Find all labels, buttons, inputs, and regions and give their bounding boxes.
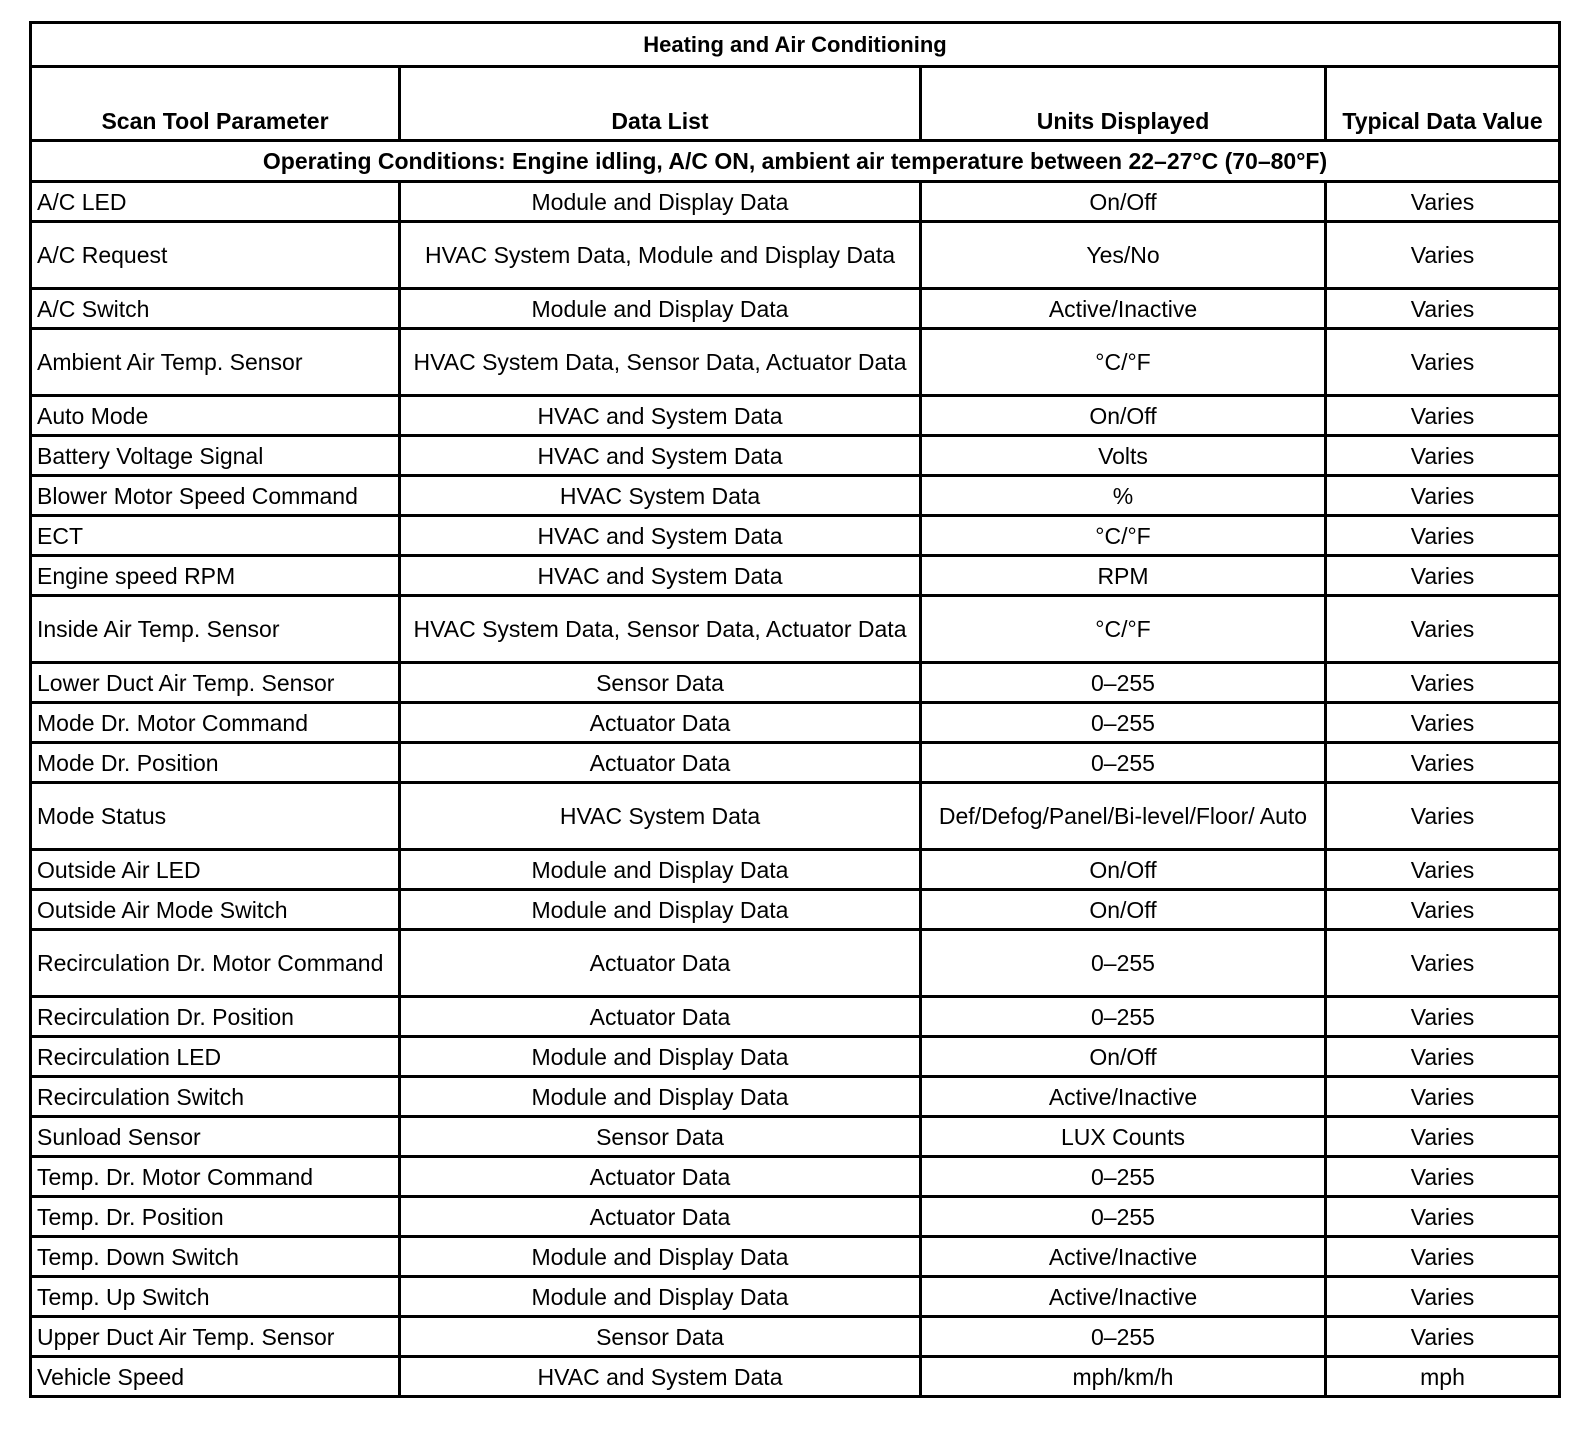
cell-typical-value: Varies bbox=[1326, 516, 1560, 556]
table-title-row bbox=[31, 23, 1560, 67]
cell-units: On/Off bbox=[921, 396, 1326, 436]
table-row bbox=[31, 930, 1560, 997]
table-row bbox=[31, 396, 1560, 436]
cell-typical-value: Varies bbox=[1326, 743, 1560, 783]
cell-typical-value: Varies bbox=[1326, 890, 1560, 930]
cell-parameter: Sunload Sensor bbox=[31, 1117, 400, 1157]
cell-parameter: Temp. Dr. Motor Command bbox=[31, 1157, 400, 1197]
table-row bbox=[31, 1277, 1560, 1317]
cell-parameter: Lower Duct Air Temp. Sensor bbox=[31, 663, 400, 703]
cell-parameter: A/C Request bbox=[31, 222, 400, 289]
cell-typical-value: Varies bbox=[1326, 850, 1560, 890]
cell-parameter: Mode Status bbox=[31, 783, 400, 850]
cell-units: % bbox=[921, 476, 1326, 516]
cell-units: LUX Counts bbox=[921, 1117, 1326, 1157]
table-row bbox=[31, 850, 1560, 890]
cell-parameter: Recirculation Switch bbox=[31, 1077, 400, 1117]
cell-typical-value: Varies bbox=[1326, 1197, 1560, 1237]
cell-data-list: Module and Display Data bbox=[400, 890, 921, 930]
cell-data-list: Actuator Data bbox=[400, 703, 921, 743]
cell-units: 0–255 bbox=[921, 1157, 1326, 1197]
cell-data-list: Module and Display Data bbox=[400, 182, 921, 222]
cell-data-list: Sensor Data bbox=[400, 663, 921, 703]
header-units-displayed: Units Displayed bbox=[921, 67, 1326, 141]
cell-units: 0–255 bbox=[921, 1197, 1326, 1237]
cell-typical-value: Varies bbox=[1326, 1077, 1560, 1117]
cell-parameter: A/C LED bbox=[31, 182, 400, 222]
cell-typical-value: Varies bbox=[1326, 289, 1560, 329]
table-row bbox=[31, 1357, 1560, 1397]
cell-typical-value: Varies bbox=[1326, 703, 1560, 743]
cell-parameter: Mode Dr. Position bbox=[31, 743, 400, 783]
cell-typical-value: Varies bbox=[1326, 1037, 1560, 1077]
table-row bbox=[31, 182, 1560, 222]
cell-data-list: Module and Display Data bbox=[400, 1237, 921, 1277]
cell-units: 0–255 bbox=[921, 703, 1326, 743]
table-row bbox=[31, 1037, 1560, 1077]
table-row bbox=[31, 596, 1560, 663]
table-row bbox=[31, 1157, 1560, 1197]
cell-units: Def/Defog/Panel/Bi-level/Floor/ Auto bbox=[921, 783, 1326, 850]
table-row bbox=[31, 436, 1560, 476]
cell-units: Active/Inactive bbox=[921, 1237, 1326, 1277]
cell-units: Active/Inactive bbox=[921, 1277, 1326, 1317]
cell-units: °C/°F bbox=[921, 329, 1326, 396]
cell-typical-value: Varies bbox=[1326, 329, 1560, 396]
cell-data-list: Sensor Data bbox=[400, 1117, 921, 1157]
cell-units: 0–255 bbox=[921, 743, 1326, 783]
cell-data-list: Module and Display Data bbox=[400, 850, 921, 890]
cell-typical-value: Varies bbox=[1326, 783, 1560, 850]
cell-typical-value: Varies bbox=[1326, 1157, 1560, 1197]
cell-parameter: Vehicle Speed bbox=[31, 1357, 400, 1397]
cell-parameter: Temp. Dr. Position bbox=[31, 1197, 400, 1237]
cell-units: 0–255 bbox=[921, 997, 1326, 1037]
cell-units: mph/km/h bbox=[921, 1357, 1326, 1397]
cell-parameter: Inside Air Temp. Sensor bbox=[31, 596, 400, 663]
cell-data-list: Actuator Data bbox=[400, 1197, 921, 1237]
cell-parameter: Battery Voltage Signal bbox=[31, 436, 400, 476]
cell-data-list: Actuator Data bbox=[400, 743, 921, 783]
table-row bbox=[31, 329, 1560, 396]
table-row bbox=[31, 743, 1560, 783]
table-row bbox=[31, 1197, 1560, 1237]
cell-units: 0–255 bbox=[921, 930, 1326, 997]
table-row bbox=[31, 1237, 1560, 1277]
cell-parameter: A/C Switch bbox=[31, 289, 400, 329]
cell-typical-value: Varies bbox=[1326, 222, 1560, 289]
cell-units: On/Off bbox=[921, 182, 1326, 222]
cell-units: On/Off bbox=[921, 890, 1326, 930]
cell-parameter: Upper Duct Air Temp. Sensor bbox=[31, 1317, 400, 1357]
cell-units: °C/°F bbox=[921, 516, 1326, 556]
cell-units: Active/Inactive bbox=[921, 1077, 1326, 1117]
header-scan-tool-parameter: Scan Tool Parameter bbox=[31, 67, 400, 141]
cell-typical-value: mph bbox=[1326, 1357, 1560, 1397]
cell-units: RPM bbox=[921, 556, 1326, 596]
cell-data-list: HVAC System Data, Sensor Data, Actuator Data bbox=[400, 596, 921, 663]
cell-data-list: HVAC and System Data bbox=[400, 436, 921, 476]
table-title: Heating and Air Conditioning bbox=[31, 23, 1560, 67]
cell-typical-value: Varies bbox=[1326, 1237, 1560, 1277]
cell-units: 0–255 bbox=[921, 1317, 1326, 1357]
table-row bbox=[31, 516, 1560, 556]
cell-units: 0–255 bbox=[921, 663, 1326, 703]
cell-data-list: Sensor Data bbox=[400, 1317, 921, 1357]
table-row bbox=[31, 1317, 1560, 1357]
cell-parameter: Auto Mode bbox=[31, 396, 400, 436]
cell-parameter: Blower Motor Speed Command bbox=[31, 476, 400, 516]
cell-data-list: Actuator Data bbox=[400, 930, 921, 997]
cell-data-list: Actuator Data bbox=[400, 997, 921, 1037]
table-row bbox=[31, 222, 1560, 289]
cell-data-list: HVAC System Data, Module and Display Data bbox=[400, 222, 921, 289]
cell-typical-value: Varies bbox=[1326, 396, 1560, 436]
table-row bbox=[31, 289, 1560, 329]
cell-data-list: Module and Display Data bbox=[400, 289, 921, 329]
cell-data-list: HVAC System Data, Sensor Data, Actuator Data bbox=[400, 329, 921, 396]
cell-typical-value: Varies bbox=[1326, 1277, 1560, 1317]
cell-parameter: Temp. Down Switch bbox=[31, 1237, 400, 1277]
cell-parameter: Temp. Up Switch bbox=[31, 1277, 400, 1317]
cell-units: Volts bbox=[921, 436, 1326, 476]
cell-data-list: Actuator Data bbox=[400, 1157, 921, 1197]
cell-units: On/Off bbox=[921, 1037, 1326, 1077]
cell-typical-value: Varies bbox=[1326, 663, 1560, 703]
cell-units: On/Off bbox=[921, 850, 1326, 890]
cell-units: Yes/No bbox=[921, 222, 1326, 289]
cell-typical-value: Varies bbox=[1326, 476, 1560, 516]
cell-parameter: Recirculation Dr. Position bbox=[31, 997, 400, 1037]
operating-conditions: Operating Conditions: Engine idling, A/C ON, ambient air temperature between 22–27°C (70–80°F) bbox=[31, 141, 1560, 182]
table-row bbox=[31, 703, 1560, 743]
cell-typical-value: Varies bbox=[1326, 596, 1560, 663]
header-data-list: Data List bbox=[400, 67, 921, 141]
cell-typical-value: Varies bbox=[1326, 436, 1560, 476]
table-row bbox=[31, 556, 1560, 596]
table-row bbox=[31, 1117, 1560, 1157]
header-typical-data-value: Typical Data Value bbox=[1326, 67, 1560, 141]
cell-data-list: HVAC and System Data bbox=[400, 1357, 921, 1397]
cell-typical-value: Varies bbox=[1326, 1117, 1560, 1157]
cell-data-list: HVAC System Data bbox=[400, 476, 921, 516]
cell-parameter: Engine speed RPM bbox=[31, 556, 400, 596]
table-row bbox=[31, 476, 1560, 516]
table-row bbox=[31, 1077, 1560, 1117]
table-header-row bbox=[31, 67, 1560, 141]
cell-units: Active/Inactive bbox=[921, 289, 1326, 329]
cell-typical-value: Varies bbox=[1326, 1317, 1560, 1357]
table-row bbox=[31, 997, 1560, 1037]
cell-data-list: HVAC and System Data bbox=[400, 516, 921, 556]
cell-parameter: ECT bbox=[31, 516, 400, 556]
cell-typical-value: Varies bbox=[1326, 997, 1560, 1037]
cell-typical-value: Varies bbox=[1326, 182, 1560, 222]
cell-typical-value: Varies bbox=[1326, 930, 1560, 997]
cell-units: °C/°F bbox=[921, 596, 1326, 663]
cell-parameter: Mode Dr. Motor Command bbox=[31, 703, 400, 743]
table-row bbox=[31, 663, 1560, 703]
cell-data-list: HVAC and System Data bbox=[400, 396, 921, 436]
cell-data-list: Module and Display Data bbox=[400, 1277, 921, 1317]
cell-parameter: Recirculation Dr. Motor Command bbox=[31, 930, 400, 997]
cell-data-list: Module and Display Data bbox=[400, 1037, 921, 1077]
operating-conditions-row bbox=[31, 141, 1560, 182]
cell-parameter: Outside Air Mode Switch bbox=[31, 890, 400, 930]
cell-parameter: Recirculation LED bbox=[31, 1037, 400, 1077]
cell-parameter: Outside Air LED bbox=[31, 850, 400, 890]
table-row bbox=[31, 783, 1560, 850]
cell-data-list: Module and Display Data bbox=[400, 1077, 921, 1117]
cell-data-list: HVAC System Data bbox=[400, 783, 921, 850]
hvac-data-table bbox=[29, 21, 1561, 1398]
cell-parameter: Ambient Air Temp. Sensor bbox=[31, 329, 400, 396]
table-row bbox=[31, 890, 1560, 930]
cell-data-list: HVAC and System Data bbox=[400, 556, 921, 596]
cell-typical-value: Varies bbox=[1326, 556, 1560, 596]
